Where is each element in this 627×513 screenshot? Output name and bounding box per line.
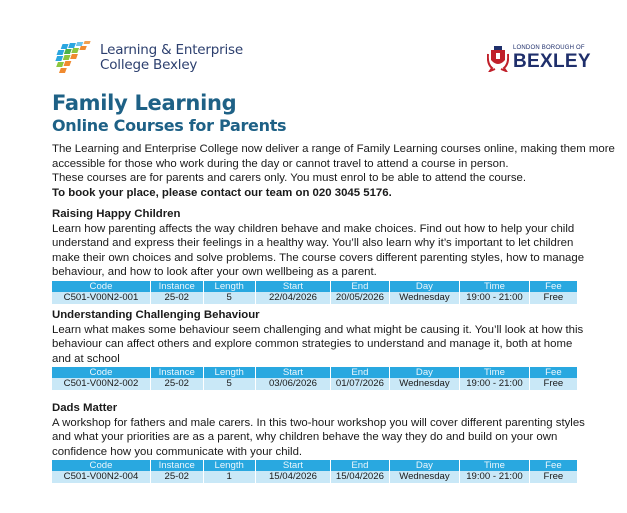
cell-length: 5 xyxy=(203,378,255,390)
header-length: Length xyxy=(203,367,255,378)
college-name-line2: College Bexley xyxy=(100,57,198,73)
header-end: End xyxy=(331,367,390,378)
cell-instance: 25-02 xyxy=(151,471,204,483)
header-end: End xyxy=(331,281,390,292)
course-description: A workshop for fathers and male carers. In this two-hour workshop you will cover different parenting styles and what your priorities are as a parent, why children behave the way they do and build on your own confidence how you communicate with your child. xyxy=(52,416,585,458)
header-day: Day xyxy=(389,281,459,292)
cell-day: Wednesday xyxy=(389,471,459,483)
header-time: Time xyxy=(460,460,530,471)
header-length: Length xyxy=(203,281,255,292)
header-day: Day xyxy=(389,460,459,471)
header-instance: Instance xyxy=(151,460,204,471)
course-raising-happy-children xyxy=(52,207,592,304)
table-row xyxy=(52,292,577,304)
course-understanding-challenging-behaviour xyxy=(52,308,592,390)
cell-code: C501-V00N2-002 xyxy=(52,378,151,390)
table-header-row xyxy=(52,460,577,471)
course-dads-matter xyxy=(52,401,592,483)
header-fee: Fee xyxy=(529,281,577,292)
table-header-row xyxy=(52,367,577,378)
college-logo xyxy=(50,40,243,76)
header-code: Code xyxy=(52,281,151,292)
intro-paragraph-2: These courses are for parents and carers only. You must enrol to be able to attend the course. xyxy=(52,172,527,185)
cell-end: 15/04/2026 xyxy=(331,471,390,483)
header-start: Start xyxy=(255,281,330,292)
cell-length: 5 xyxy=(203,292,255,304)
header-fee: Fee xyxy=(529,367,577,378)
header-length: Length xyxy=(203,460,255,471)
course-title: Raising Happy Children xyxy=(52,208,181,220)
header-code: Code xyxy=(52,460,151,471)
header-end: End xyxy=(331,460,390,471)
cell-day: Wednesday xyxy=(389,378,459,390)
cell-time: 19:00 - 21:00 xyxy=(460,471,530,483)
header-time: Time xyxy=(460,367,530,378)
header-code: Code xyxy=(52,367,151,378)
college-name-line1: Learning & Enterprise xyxy=(100,42,243,58)
table-header-row xyxy=(52,281,577,292)
council-logo xyxy=(487,44,591,72)
cell-fee: Free xyxy=(529,378,577,390)
cell-code: C501-V00N2-001 xyxy=(52,292,151,304)
cell-code: C501-V00N2-004 xyxy=(52,471,151,483)
council-name-big: BEXLEY xyxy=(513,51,591,72)
cell-time: 19:00 - 21:00 xyxy=(460,378,530,390)
header-start: Start xyxy=(255,460,330,471)
header-instance: Instance xyxy=(151,281,204,292)
course-title: Dads Matter xyxy=(52,402,118,414)
course-description: Learn how parenting affects the way children behave and make choices. Find out how to help your child understand and express their feelings in a healthy way. You’ll also learn why it’s important to let children make their own choices and solve problems. The course covers different parenting styles, how to manage behaviour, and how to look after your own wellbeing as a parent. xyxy=(52,222,585,279)
cell-start: 22/04/2026 xyxy=(255,292,330,304)
header-day: Day xyxy=(389,367,459,378)
cell-end: 01/07/2026 xyxy=(331,378,390,390)
bexley-crest-icon xyxy=(487,44,509,72)
course-schedule-table xyxy=(52,367,577,390)
cell-fee: Free xyxy=(529,471,577,483)
header-instance: Instance xyxy=(151,367,204,378)
course-description: Learn what makes some behaviour seem challenging and what might be causing it. You’ll look at how this behaviour can affect others and explore common strategies to understand and manage it, both at home and at school xyxy=(52,323,584,365)
course-schedule-table xyxy=(52,460,577,483)
cell-start: 03/06/2026 xyxy=(255,378,330,390)
cell-time: 19:00 - 21:00 xyxy=(460,292,530,304)
cell-instance: 25-02 xyxy=(151,378,204,390)
cell-day: Wednesday xyxy=(389,292,459,304)
cell-fee: Free xyxy=(529,292,577,304)
header-time: Time xyxy=(460,281,530,292)
college-logo-mark-icon xyxy=(50,40,96,76)
cell-start: 15/04/2026 xyxy=(255,471,330,483)
header-start: Start xyxy=(255,367,330,378)
header-fee: Fee xyxy=(529,460,577,471)
cell-end: 20/05/2026 xyxy=(331,292,390,304)
course-schedule-table xyxy=(52,281,577,304)
page-subtitle: Online Courses for Parents xyxy=(52,116,287,135)
cell-instance: 25-02 xyxy=(151,292,204,304)
course-title: Understanding Challenging Behaviour xyxy=(52,309,260,321)
booking-info: To book your place, please contact our team on 020 3045 5176. xyxy=(52,186,392,199)
table-row xyxy=(52,378,577,390)
page-title: Family Learning xyxy=(52,91,237,115)
council-name-small: LONDON BOROUGH OF xyxy=(513,45,585,51)
cell-length: 1 xyxy=(203,471,255,483)
intro-paragraph-1: The Learning and Enterprise College now deliver a range of Family Learning courses online, making them more accessible for those who work during the day or cannot travel to attend a course in person. xyxy=(52,143,615,170)
table-row xyxy=(52,471,577,483)
intro-text xyxy=(52,142,622,200)
